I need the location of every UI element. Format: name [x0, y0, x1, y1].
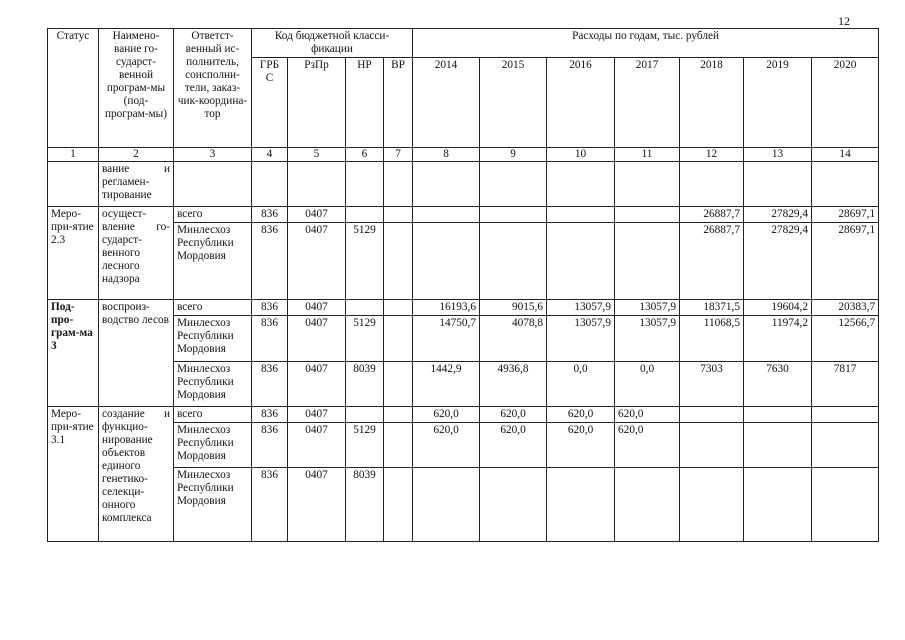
cell-value: 13057,9 — [615, 316, 680, 362]
cell-value: 18371,5 — [680, 300, 744, 316]
cell-responsible: Минлесхоз Республики Мордовия — [174, 362, 252, 407]
cell-value: 11974,2 — [744, 316, 812, 362]
cell-value — [547, 223, 615, 300]
header-year: 2016 — [547, 58, 615, 148]
header-year: 2020 — [812, 58, 879, 148]
cell-value: 620,0 — [615, 423, 680, 468]
cell-value: 0,0 — [615, 362, 680, 407]
cell-value — [480, 223, 547, 300]
cell-rzpr: 0407 — [288, 316, 346, 362]
cell-value — [680, 468, 744, 542]
cell-grbs: 836 — [252, 468, 288, 542]
header-responsible: Ответст-венный ис-полнитель, соисполни-тели, заказ-чик-координа-тор — [174, 29, 252, 148]
col-number: 6 — [346, 148, 384, 162]
cell-value: 16193,6 — [413, 300, 480, 316]
cell-value: 27829,4 — [744, 207, 812, 223]
cell-nr: 5129 — [346, 423, 384, 468]
header-year: 2014 — [413, 58, 480, 148]
cell-nr: 5129 — [346, 316, 384, 362]
cell-value — [547, 207, 615, 223]
cell-rzpr: 0407 — [288, 468, 346, 542]
cell-program-name: воспроиз-водство лесов — [99, 300, 174, 407]
cell-value: 14750,7 — [413, 316, 480, 362]
cell-rzpr: 0407 — [288, 362, 346, 407]
header-grbs: ГРБ С — [252, 58, 288, 148]
cell-nr: 5129 — [346, 223, 384, 300]
cell-value: 19604,2 — [744, 300, 812, 316]
cell-nr: 8039 — [346, 468, 384, 542]
cell-value: 7303 — [680, 362, 744, 407]
col-number: 2 — [99, 148, 174, 162]
cell-responsible: всего — [174, 300, 252, 316]
cell-value — [744, 468, 812, 542]
cell-responsible: Минлесхоз Республики Мордовия — [174, 223, 252, 300]
col-number: 13 — [744, 148, 812, 162]
cell-vr — [384, 300, 413, 316]
cell-value: 13057,9 — [547, 316, 615, 362]
col-number: 11 — [615, 148, 680, 162]
header-year: 2018 — [680, 58, 744, 148]
col-number: 12 — [680, 148, 744, 162]
cell-vr — [384, 223, 413, 300]
cell-value — [615, 223, 680, 300]
cell-value: 620,0 — [480, 407, 547, 423]
cell-nr — [346, 207, 384, 223]
cell-value: 9015,6 — [480, 300, 547, 316]
cell-value: 0,0 — [547, 362, 615, 407]
cell-value — [680, 407, 744, 423]
cell-value: 620,0 — [615, 407, 680, 423]
column-number-row — [48, 148, 879, 162]
cell-value: 26887,7 — [680, 207, 744, 223]
cell-status: Под-про-грам-ма 3 — [48, 300, 99, 407]
cell-value: 11068,5 — [680, 316, 744, 362]
col-number: 5 — [288, 148, 346, 162]
cell-value: 28697,1 — [812, 207, 879, 223]
header-status: Статус — [48, 29, 99, 148]
cell-value: 7630 — [744, 362, 812, 407]
cell-vr — [384, 362, 413, 407]
cell-status: Меро-при-ятие 3.1 — [48, 407, 99, 542]
cell-value — [744, 407, 812, 423]
cell-value: 13057,9 — [615, 300, 680, 316]
header-year: 2017 — [615, 58, 680, 148]
cell-grbs: 836 — [252, 423, 288, 468]
cell-grbs: 836 — [252, 207, 288, 223]
cell-status: Меро-при-ятие 2.3 — [48, 207, 99, 300]
cell-value: 620,0 — [413, 407, 480, 423]
cell-program-name: вание и регламен-тирование — [99, 162, 174, 207]
cell-responsible: Минлесхоз Республики Мордовия — [174, 423, 252, 468]
cell-program-name: осущест-вление го-сударст-венного лесного надзора — [99, 207, 174, 300]
col-number: 7 — [384, 148, 413, 162]
cell-value: 4936,8 — [480, 362, 547, 407]
header-nr: НР — [346, 58, 384, 148]
cell-value — [413, 468, 480, 542]
cell-value: 620,0 — [547, 407, 615, 423]
cell-vr — [384, 207, 413, 223]
col-number: 10 — [547, 148, 615, 162]
header-expenses: Расходы по годам, тыс. рублей — [413, 29, 879, 58]
cell-value: 20383,7 — [812, 300, 879, 316]
cell-nr — [346, 300, 384, 316]
cell-value — [615, 207, 680, 223]
cell-value — [413, 223, 480, 300]
cell-responsible: Минлесхоз Республики Мордовия — [174, 468, 252, 542]
cell-grbs: 836 — [252, 362, 288, 407]
cell-value: 620,0 — [480, 423, 547, 468]
header-vr: ВР — [384, 58, 413, 148]
cell-value: 26887,7 — [680, 223, 744, 300]
header-budget-code: Код бюджетной класси-фикации — [252, 29, 413, 58]
cell-nr — [346, 407, 384, 423]
cell-value — [744, 423, 812, 468]
cell-value — [812, 468, 879, 542]
page-number: 12 — [838, 14, 850, 28]
cell-value — [680, 423, 744, 468]
cell-nr: 8039 — [346, 362, 384, 407]
cell-responsible: Минлесхоз Республики Мордовия — [174, 316, 252, 362]
cell-value: 7817 — [812, 362, 879, 407]
cell-rzpr: 0407 — [288, 207, 346, 223]
cell-rzpr: 0407 — [288, 223, 346, 300]
col-number: 3 — [174, 148, 252, 162]
cell-rzpr: 0407 — [288, 300, 346, 316]
header-rzpr: РзПр — [288, 58, 346, 148]
cell-grbs: 836 — [252, 316, 288, 362]
cell-value: 1442,9 — [413, 362, 480, 407]
cell-value: 13057,9 — [547, 300, 615, 316]
cell-value: 620,0 — [413, 423, 480, 468]
header-year: 2019 — [744, 58, 812, 148]
header-year: 2015 — [480, 58, 547, 148]
cell-value — [615, 468, 680, 542]
header-program-name: Наимено-вание го-сударст-венной програм-мы (под-програм-мы) — [99, 29, 174, 148]
cell-value: 12566,7 — [812, 316, 879, 362]
cell-value — [812, 423, 879, 468]
cell-value: 28697,1 — [812, 223, 879, 300]
col-number: 4 — [252, 148, 288, 162]
col-number: 9 — [480, 148, 547, 162]
cell-responsible: всего — [174, 207, 252, 223]
cell-grbs: 836 — [252, 300, 288, 316]
cell-program-name: создание и функцио-нирование объектов единого генетико-селекци-онного комплекса — [99, 407, 174, 542]
cell-vr — [384, 468, 413, 542]
cell-grbs: 836 — [252, 223, 288, 300]
cell-value: 27829,4 — [744, 223, 812, 300]
cell-status — [48, 162, 99, 207]
cell-vr — [384, 407, 413, 423]
cell-value — [413, 207, 480, 223]
table-row — [48, 162, 879, 207]
cell-value — [812, 407, 879, 423]
cell-responsible: всего — [174, 407, 252, 423]
table-row — [48, 300, 879, 316]
cell-grbs: 836 — [252, 407, 288, 423]
cell-value: 620,0 — [547, 423, 615, 468]
table-row — [48, 207, 879, 223]
cell-value — [480, 468, 547, 542]
col-number: 8 — [413, 148, 480, 162]
cell-rzpr: 0407 — [288, 407, 346, 423]
cell-vr — [384, 423, 413, 468]
cell-vr — [384, 316, 413, 362]
cell-value — [547, 468, 615, 542]
cell-value: 4078,8 — [480, 316, 547, 362]
cell-value — [480, 207, 547, 223]
col-number: 14 — [812, 148, 879, 162]
cell-rzpr: 0407 — [288, 423, 346, 468]
col-number: 1 — [48, 148, 99, 162]
table-row — [48, 407, 879, 423]
budget-table — [47, 28, 879, 542]
